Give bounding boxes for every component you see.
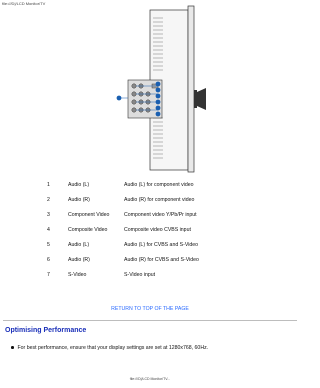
connector-description: Component video Y/Pb/Pr input: [124, 212, 197, 218]
connector-description: Audio (R) for CVBS and S-Video: [124, 257, 199, 263]
connector-number: 6: [47, 257, 50, 263]
section-title: Optimising Performance: [5, 327, 87, 334]
side-bracket: [194, 88, 206, 110]
table-row: [0, 182, 300, 190]
section-divider: [3, 320, 297, 321]
connector-name: Composite Video: [68, 227, 108, 233]
connector-description: Audio (L) for component video: [124, 182, 194, 188]
connector-description: Audio (L) for CVBS and S-Video: [124, 242, 199, 248]
connector-name: Audio (L): [68, 242, 90, 248]
connector-name: S-Video: [68, 272, 87, 278]
bullet-icon: [11, 346, 14, 349]
connector-name: Audio (R): [68, 257, 90, 263]
connector-number: 4: [47, 227, 50, 233]
connector-number: 3: [47, 212, 50, 218]
monitor-front-bezel: [188, 6, 194, 172]
table-row: [0, 197, 300, 205]
connector-number: 7: [47, 272, 50, 278]
header-path: file:///D|/LCD Monitor/TV: [2, 1, 46, 6]
connector-number: 1: [47, 182, 50, 188]
connector-description: Audio (R) for component video: [124, 197, 195, 203]
bullet-text: For best performance, ensure that your display settings are set at 1280x768, 60Hz.: [17, 345, 209, 351]
footer-path: file:///D|/LCD Monitor/TV...: [129, 377, 171, 381]
connector-description: S-Video input: [124, 272, 156, 278]
connector-name: Audio (R): [68, 197, 90, 203]
connector-description: Composite video CVBS input: [124, 227, 191, 233]
connector-name: Audio (L): [68, 182, 90, 188]
table-row: [0, 242, 300, 250]
table-row: [0, 212, 300, 220]
table-row: [0, 272, 300, 280]
monitor-side-diagram: [0, 0, 300, 175]
connector-name: Component Video: [68, 212, 110, 218]
connector-number: 2: [47, 197, 50, 203]
list-item: [11, 345, 208, 351]
table-row: [0, 227, 300, 235]
connector-number: 5: [47, 242, 50, 248]
return-to-top-link[interactable]: RETURN TO TOP OF THE PAGE: [111, 306, 189, 312]
table-row: [0, 257, 300, 265]
